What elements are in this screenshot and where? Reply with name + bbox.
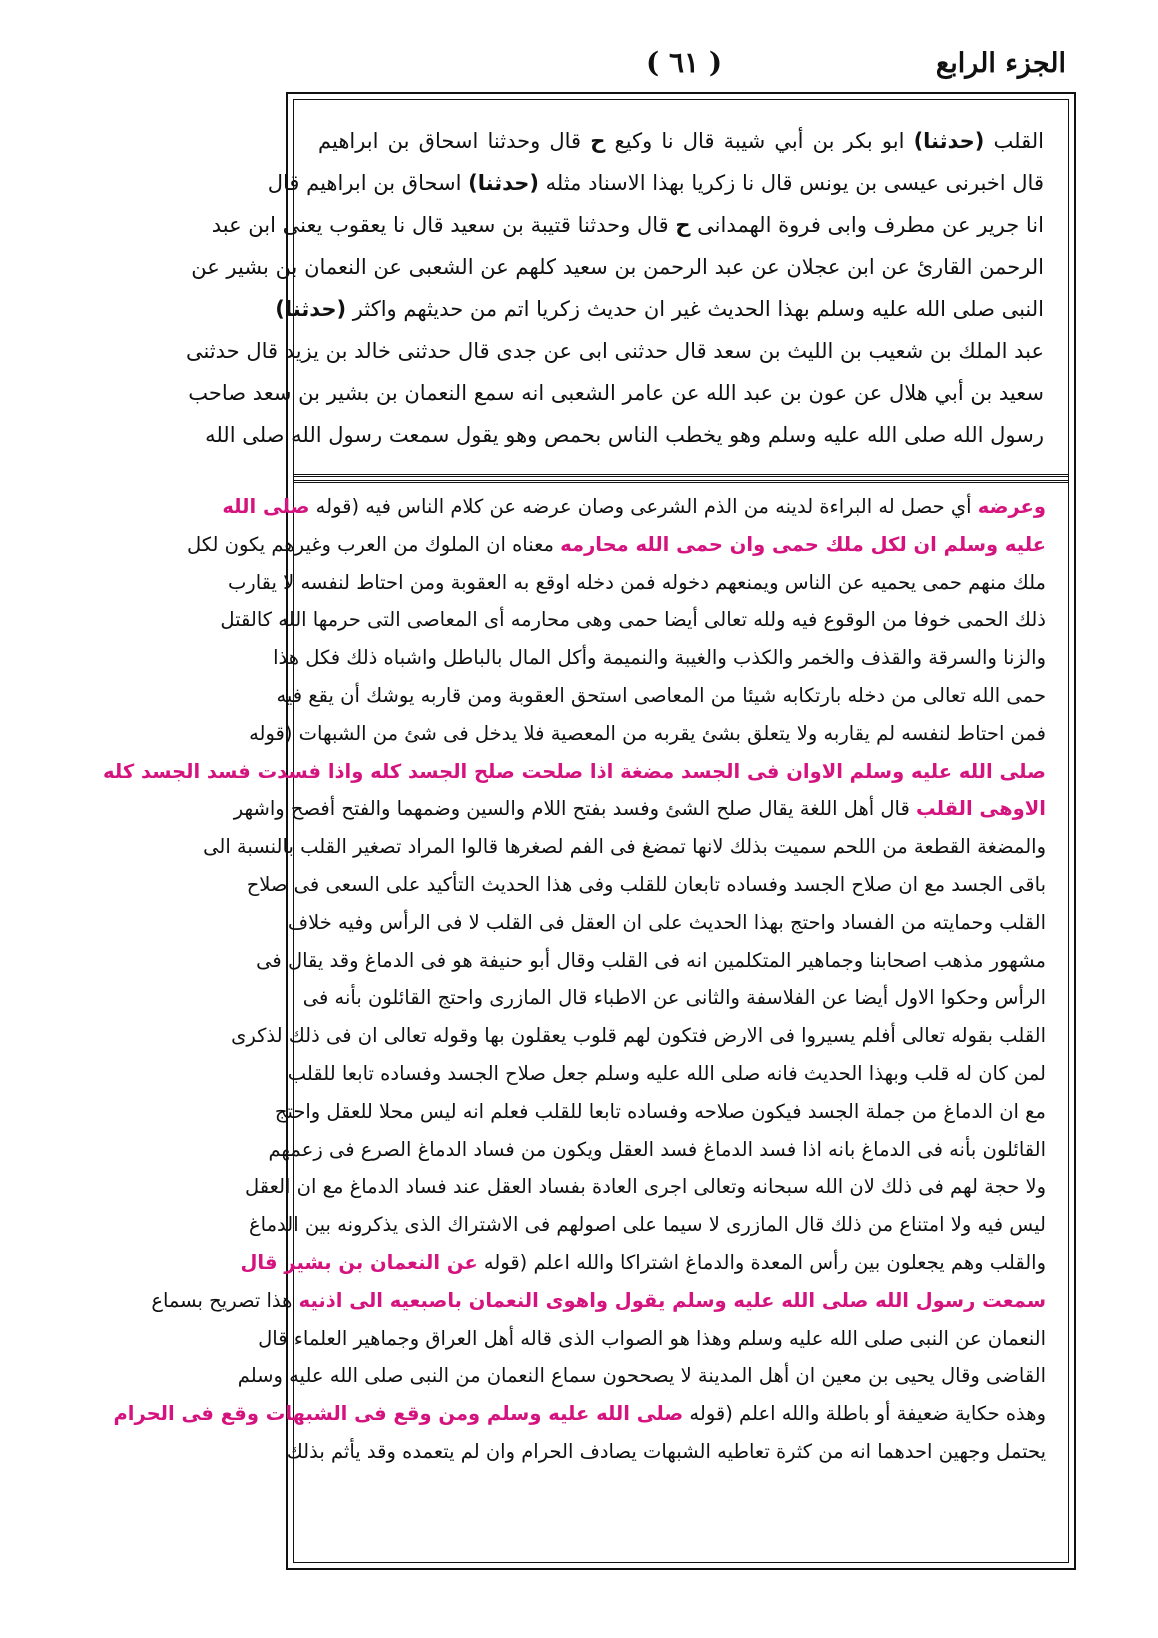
- commentary-line: [227, 564, 1046, 602]
- page-frame-inner: [103, 99, 1069, 1563]
- volume-title: الجزء الرابع: [935, 48, 1066, 79]
- commentary-line: [258, 1320, 1046, 1358]
- hadith-line: [185, 330, 1044, 372]
- text-segment: قال أهل اللغة يقال صلح الشئ وفسد بفتح اللام والسين وضمهما والفتح أفصح واشهر: [233, 797, 916, 821]
- hadith-line: [211, 204, 1044, 246]
- commentary-line: [231, 1017, 1046, 1055]
- text-segment: عبد الملك بن شعيب بن الليث بن سعد قال حدثنى ابى عن جدى قال حدثنى خالد بن يزيد قال حدثنى: [185, 339, 1044, 363]
- section-divider: [294, 480, 1068, 483]
- highlighted-phrase: صلى الله عليه وسلم الاوان فى الجسد مضغة اذا صلحت صلح الجسد كله واذا فسدت فسد الجسد كله: [103, 759, 1046, 783]
- commentary-line: [240, 1244, 1046, 1282]
- text-segment: هذا تصريح بسماع: [151, 1288, 299, 1312]
- text-segment: والزنا والسرقة والقذف والخمر والكذب والغيبة والنميمة وأكل المال بالباطل واشباه ذلك فكل هذا: [273, 646, 1046, 670]
- text-segment: النبى صلى الله عليه وسلم بهذا الحديث غير ان حديث زكريا اتم من حديثهم واكثر: [346, 297, 1044, 321]
- text-segment: أي حصل له البراءة لدينه من الذم الشرعى وصان عرضه عن كلام الناس فيه (قوله: [309, 495, 978, 518]
- text-segment: ذلك الحمى خوفا من الوقوع فيه ولله تعالى أيضا حمى وهى محارمه أى المعاصى التى حرمها الله كالقتل: [220, 608, 1046, 632]
- hadith-line: [275, 288, 1044, 330]
- commentary-line: [103, 753, 1046, 791]
- text-segment: انا جرير عن مطرف وابى فروة الهمدانى: [690, 213, 1044, 237]
- text-segment: وهذه حكاية ضعيفة أو باطلة والله اعلم (قوله: [683, 1402, 1046, 1426]
- text-segment: باقى الجسد مع ان صلاح الجسد وفساده تابعان للقلب وفى هذا الحديث التأكيد على السعى فى صلاح: [246, 872, 1046, 896]
- commentary-line: [249, 715, 1046, 753]
- hadith-line: [205, 414, 1044, 456]
- text-segment: قال وحدثنا قتيبة بن سعيد قال نا يعقوب يعنى ابن عبد: [211, 213, 676, 237]
- text-segment: القلب: [984, 129, 1044, 153]
- commentary-line: [220, 601, 1046, 639]
- commentary-line: [113, 1395, 1046, 1433]
- text-segment: مشهور مذهب اصحابنا وجماهير المتكلمين انه فى القلب وقال أبو حنيفة هو فى الدماغ وقد يقال فى: [256, 948, 1046, 972]
- commentary-line: [287, 1055, 1046, 1093]
- bold-marker: (حدثنا): [275, 297, 347, 321]
- text-segment: قال وحدثنا اسحاق بن ابراهيم: [318, 129, 591, 153]
- commentary-line: [186, 526, 1046, 564]
- commentary-line: [273, 639, 1046, 677]
- highlighted-phrase: وعرضه: [977, 495, 1046, 518]
- text-segment: الرحمن القارئ عن ابن عجلان عن عبد الرحمن بن سعيد كلهم عن الشعبى عن النعمان بن بشير عن: [191, 255, 1044, 279]
- bold-marker: ح: [675, 213, 691, 237]
- hadith-line: [267, 162, 1044, 204]
- text-segment: ليس فيه ولا امتناع من ذلك قال المازرى لا سيما على اصولهم فى الاشتراك الذى يذكرونه بين الدماغ: [249, 1213, 1046, 1237]
- highlighted-phrase: صلى الله: [222, 495, 310, 518]
- text-segment: القلب بقوله تعالى أفلم يسيروا فى الارض فتكون لهم قلوب يعقلون بها وقوله تعالى ان فى ذلك لذكرى: [231, 1024, 1046, 1048]
- text-segment: حمى الله تعالى من دخله بارتكابه شيئا من المعاصى استحق العقوبة ومن قاربه يوشك أن يقع فيه: [276, 683, 1046, 707]
- commentary-line: [287, 904, 1046, 942]
- commentary-line: [256, 942, 1046, 980]
- commentary-line: [203, 828, 1046, 866]
- text-segment: الرأس وحكوا الاول أيضا عن الفلاسفة والثانى عن الاطباء قال المازرى واحتج القائلون بأنه فى: [302, 986, 1046, 1010]
- commentary-line: [237, 1357, 1046, 1395]
- commentary-line: [222, 488, 1046, 526]
- highlighted-phrase: عن النعمان بن بشير قال: [240, 1250, 478, 1274]
- commentary-line: [268, 1131, 1046, 1169]
- text-segment: القائلون بأنه فى الدماغ بانه اذا فسد الدماغ فسد العقل ويكون من فساد الدماغ الصرع فى زعمهم: [268, 1137, 1046, 1161]
- bold-marker: (حدثنا): [913, 129, 985, 153]
- text-segment: قال اخبرنى عيسى بن يونس قال نا زكريا بهذا الاسناد مثله: [538, 171, 1044, 195]
- text-segment: القلب وحمايته من الفساد واحتج بهذا الحديث على ان العقل فى القلب لا فى الرأس وفيه خلاف: [287, 910, 1046, 934]
- page-frame: [103, 92, 1076, 1570]
- text-segment: يحتمل وجهين احدهما انه من كثرة تعاطيه الشبهات يصادف الحرام وان لم يتعمده وقد يأثم بذلك: [286, 1439, 1046, 1463]
- commentary-line: [245, 1168, 1046, 1206]
- highlighted-phrase: الاوهى القلب: [915, 797, 1046, 821]
- commentary-line: [246, 866, 1046, 904]
- commentary-line: [286, 1433, 1046, 1471]
- commentary-line: [233, 790, 1046, 828]
- hadith-line: [318, 120, 1044, 162]
- text-segment: رسول الله صلى الله عليه وسلم وهو يخطب الناس بحمص وهو يقول سمعت رسول الله صلى الله: [205, 423, 1044, 447]
- page-header: [286, 46, 1076, 96]
- commentary-section: [103, 488, 1068, 1562]
- highlighted-phrase: سمعت رسول الله صلى الله عليه وسلم يقول واهوى النعمان باصبعيه الى اذنيه: [298, 1288, 1046, 1312]
- text-segment: ملك منهم حمى يحميه عن الناس ويمنعهم دخوله فمن دخله اوقع به العقوبة ومن احتاط لنفسه لا يقارب: [227, 570, 1046, 594]
- text-segment: مع ان الدماغ من جملة الجسد فيكون صلاحه وفساده تابعا للقلب فعلم انه ليس محلا للعقل واحتج: [274, 1099, 1046, 1123]
- hadith-text-box: [185, 100, 1068, 477]
- text-segment: معناه ان الملوك من العرب وغيرهم يكون لكل: [186, 532, 561, 556]
- commentary-text: [103, 488, 1046, 1471]
- hadith-line: [191, 246, 1044, 288]
- text-segment: والقلب وهم يجعلون بين رأس المعدة والدماغ اشتراكا والله اعلم (قوله: [477, 1250, 1046, 1274]
- text-segment: ولا حجة لهم فى ذلك لان الله سبحانه وتعالى اجرى العادة بفساد العقل عند فساد الدماغ مع ان العقل: [245, 1175, 1046, 1199]
- commentary-line: [151, 1282, 1046, 1320]
- text-segment: اسحاق بن ابراهيم قال: [267, 171, 469, 195]
- bold-marker: (حدثنا): [468, 171, 539, 195]
- text-segment: النعمان عن النبى صلى الله عليه وسلم وهذا هو الصواب الذى قاله أهل العراق وجماهير العلماء قال: [258, 1326, 1046, 1350]
- hadith-line: [188, 372, 1044, 414]
- page-number: ( ٦١ ): [646, 46, 723, 79]
- commentary-line: [302, 979, 1046, 1017]
- text-segment: القاضى وقال يحيى بن معين ان أهل المدينة لا يصححون سماع النعمان من النبى صلى الله عليه وسلم: [237, 1364, 1046, 1388]
- commentary-line: [274, 1093, 1046, 1131]
- text-segment: فمن احتاط لنفسه لم يقاربه ولا يتعلق بشئ يقربه من المعصية فلا يدخل فى شئ من الشبهات (قوله: [249, 721, 1046, 745]
- highlighted-phrase: صلى الله عليه وسلم ومن وقع فى الشبهات وقع فى الحرام: [113, 1402, 684, 1426]
- commentary-line: [276, 677, 1046, 715]
- text-segment: لمن كان له قلب وبهذا الحديث فانه صلى الله عليه وسلم جعل صلاح الجسد وفساده تابعا للقلب: [287, 1061, 1046, 1085]
- text-segment: والمضغة القطعة من اللحم سميت بذلك لانها تمضغ فى الفم لصغرها قالوا المراد تصغير القلب بالنسبة الى: [203, 835, 1046, 859]
- hadith-text: [185, 120, 1044, 456]
- bold-marker: ح: [590, 129, 606, 153]
- highlighted-phrase: عليه وسلم ان لكل ملك حمى وان حمى الله محارمه: [560, 532, 1046, 556]
- commentary-line: [249, 1206, 1046, 1244]
- text-segment: سعيد بن أبي هلال عن عون بن عبد الله عن عامر الشعبى انه سمع النعمان بن بشير بن سعد صاحب: [188, 381, 1044, 405]
- text-segment: ابو بكر بن أبي شيبة قال نا وكيع: [605, 129, 914, 153]
